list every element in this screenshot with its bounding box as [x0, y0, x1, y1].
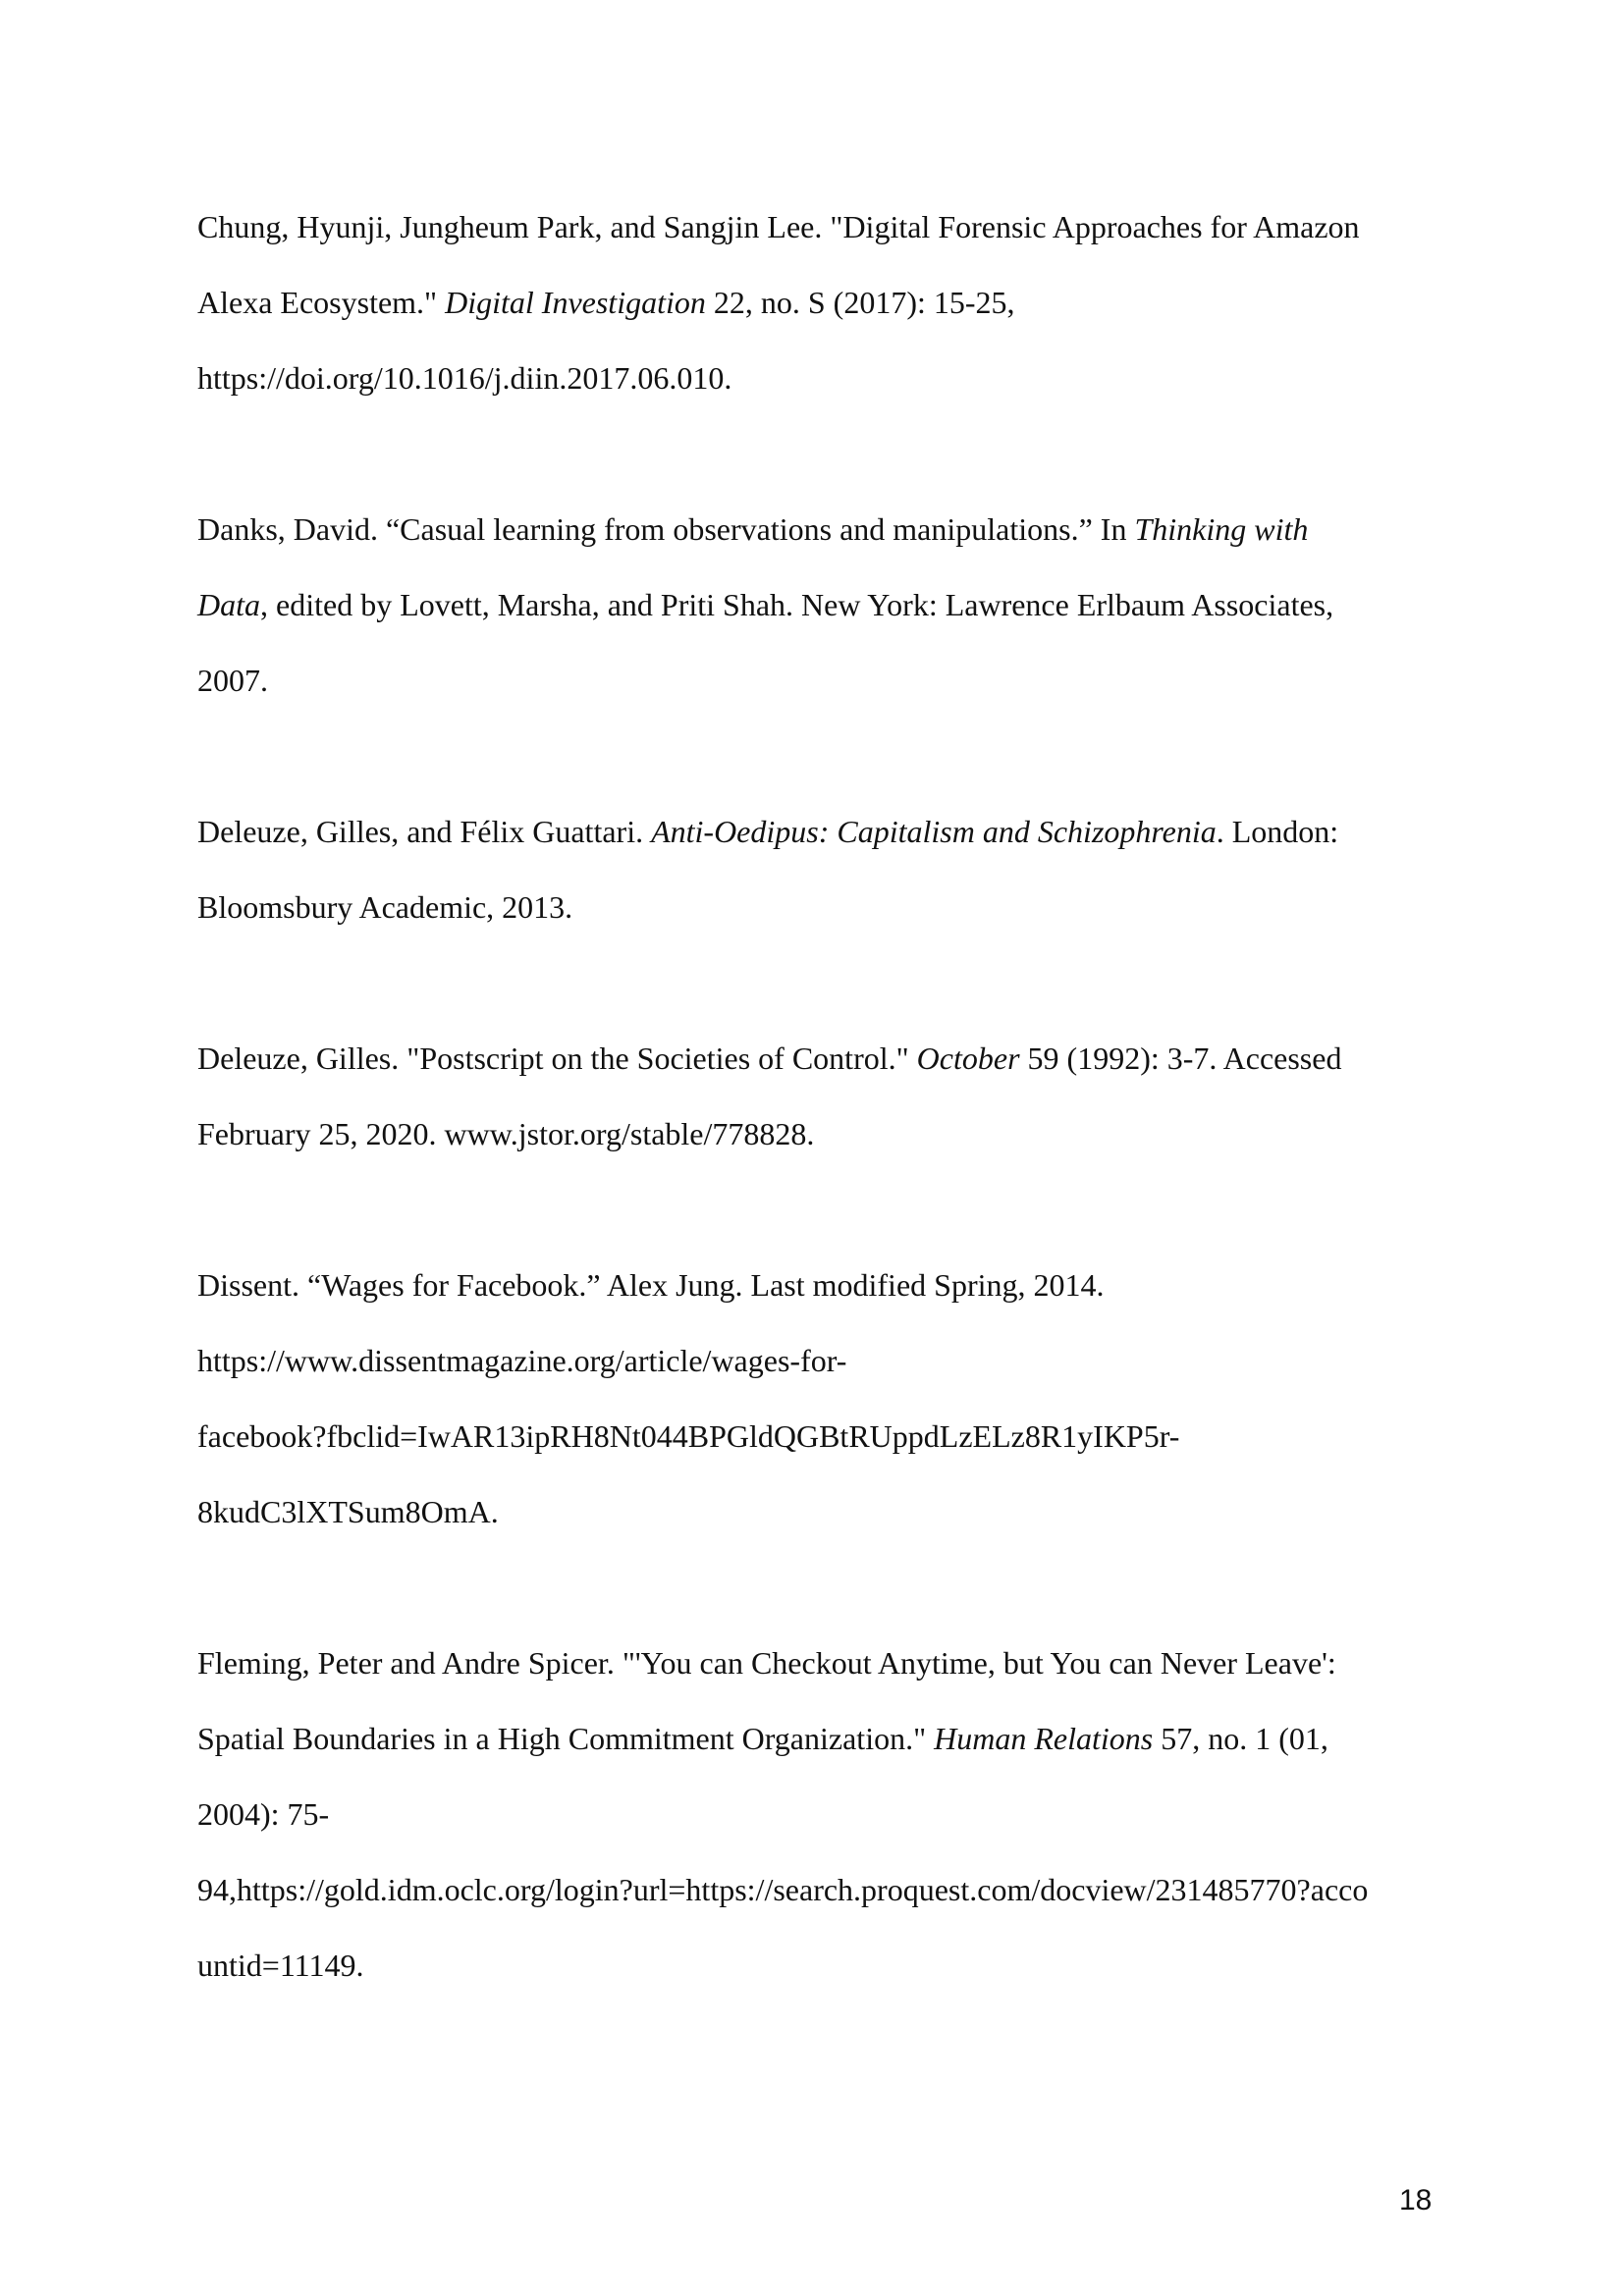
citation-text: Bloomsbury Academic, 2013. — [197, 889, 573, 925]
bibliography-entry — [197, 1626, 1435, 2003]
page-number: 18 — [1399, 2184, 1433, 2216]
citation-text: February 25, 2020. www.jstor.org/stable/778828. — [197, 1116, 815, 1151]
entry-line — [197, 189, 1435, 265]
italic-title: Digital Investigation — [445, 285, 706, 320]
entry-line — [197, 870, 1435, 945]
entry-line — [197, 265, 1435, 341]
citation-text: facebook?fbclid=IwAR13ipRH8Nt044BPGldQGBtRUppdLzELz8R1yIKP5r- — [197, 1418, 1180, 1454]
citation-text: https://doi.org/10.1016/j.diin.2017.06.010. — [197, 360, 732, 396]
entry-line — [197, 1928, 1435, 2003]
citation-text: 2004): 75- — [197, 1796, 330, 1832]
entry-line — [197, 1096, 1435, 1172]
citation-text: Alexa Ecosystem." — [197, 285, 446, 320]
citation-text: untid=11149. — [197, 1948, 364, 1983]
entry-line — [197, 1399, 1435, 1474]
bibliography-entry — [197, 1248, 1435, 1550]
citation-text: , edited by Lovett, Marsha, and Priti Shah. New York: Lawrence Erlbaum Associates, — [260, 587, 1334, 622]
citation-text: 2007. — [197, 663, 268, 698]
citation-text: 22, no. S (2017): 15-25, — [705, 285, 1015, 320]
entry-line — [197, 794, 1435, 870]
entry-line — [197, 492, 1435, 567]
citation-text: Deleuze, Gilles. "Postscript on the Societies of Control." — [197, 1041, 917, 1076]
entry-line — [197, 1474, 1435, 1550]
entry-line — [197, 1777, 1435, 1852]
citation-text: 94,https://gold.idm.oclc.org/login?url=https://search.proquest.com/docview/231485770?acco — [197, 1872, 1369, 1907]
bibliography-entry — [197, 1021, 1435, 1172]
entry-line — [197, 1021, 1435, 1096]
citation-text: 8kudC3lXTSum8OmA. — [197, 1494, 499, 1529]
entry-line — [197, 1701, 1435, 1777]
bibliography-entry — [197, 189, 1435, 416]
entry-line — [197, 1852, 1435, 1928]
citation-text: https://www.dissentmagazine.org/article/wages-for- — [197, 1343, 847, 1378]
bibliography-entry — [197, 794, 1435, 945]
bibliography-list — [197, 189, 1435, 2079]
citation-text: Spatial Boundaries in a High Commitment Organization." — [197, 1721, 935, 1756]
citation-text: 57, no. 1 (01, — [1153, 1721, 1328, 1756]
entry-line — [197, 567, 1435, 643]
citation-text: Deleuze, Gilles, and Félix Guattari. — [197, 814, 652, 849]
citation-text: Fleming, Peter and Andre Spicer. "'You can Checkout Anytime, but You can Never Leave': — [197, 1645, 1336, 1681]
italic-title: Anti-Oedipus: Capitalism and Schizophrenia — [651, 814, 1217, 849]
entry-line — [197, 643, 1435, 719]
citation-text: Chung, Hyunji, Jungheum Park, and Sangjin Lee. "Digital Forensic Approaches for Amazon — [197, 209, 1360, 244]
entry-line — [197, 1248, 1435, 1323]
entry-line — [197, 1323, 1435, 1399]
entry-line — [197, 1626, 1435, 1701]
citation-text: 59 (1992): 3-7. Accessed — [1019, 1041, 1342, 1076]
entry-line — [197, 341, 1435, 416]
italic-title: Human Relations — [934, 1721, 1154, 1756]
citation-text: . London: — [1216, 814, 1339, 849]
italic-title: October — [916, 1041, 1020, 1076]
bibliography-entry — [197, 492, 1435, 719]
italic-title: Data — [197, 587, 260, 622]
italic-title: Thinking with — [1134, 511, 1309, 547]
citation-text: Danks, David. “Casual learning from observations and manipulations.” In — [197, 511, 1135, 547]
citation-text: Dissent. “Wages for Facebook.” Alex Jung. Last modified Spring, 2014. — [197, 1267, 1105, 1303]
